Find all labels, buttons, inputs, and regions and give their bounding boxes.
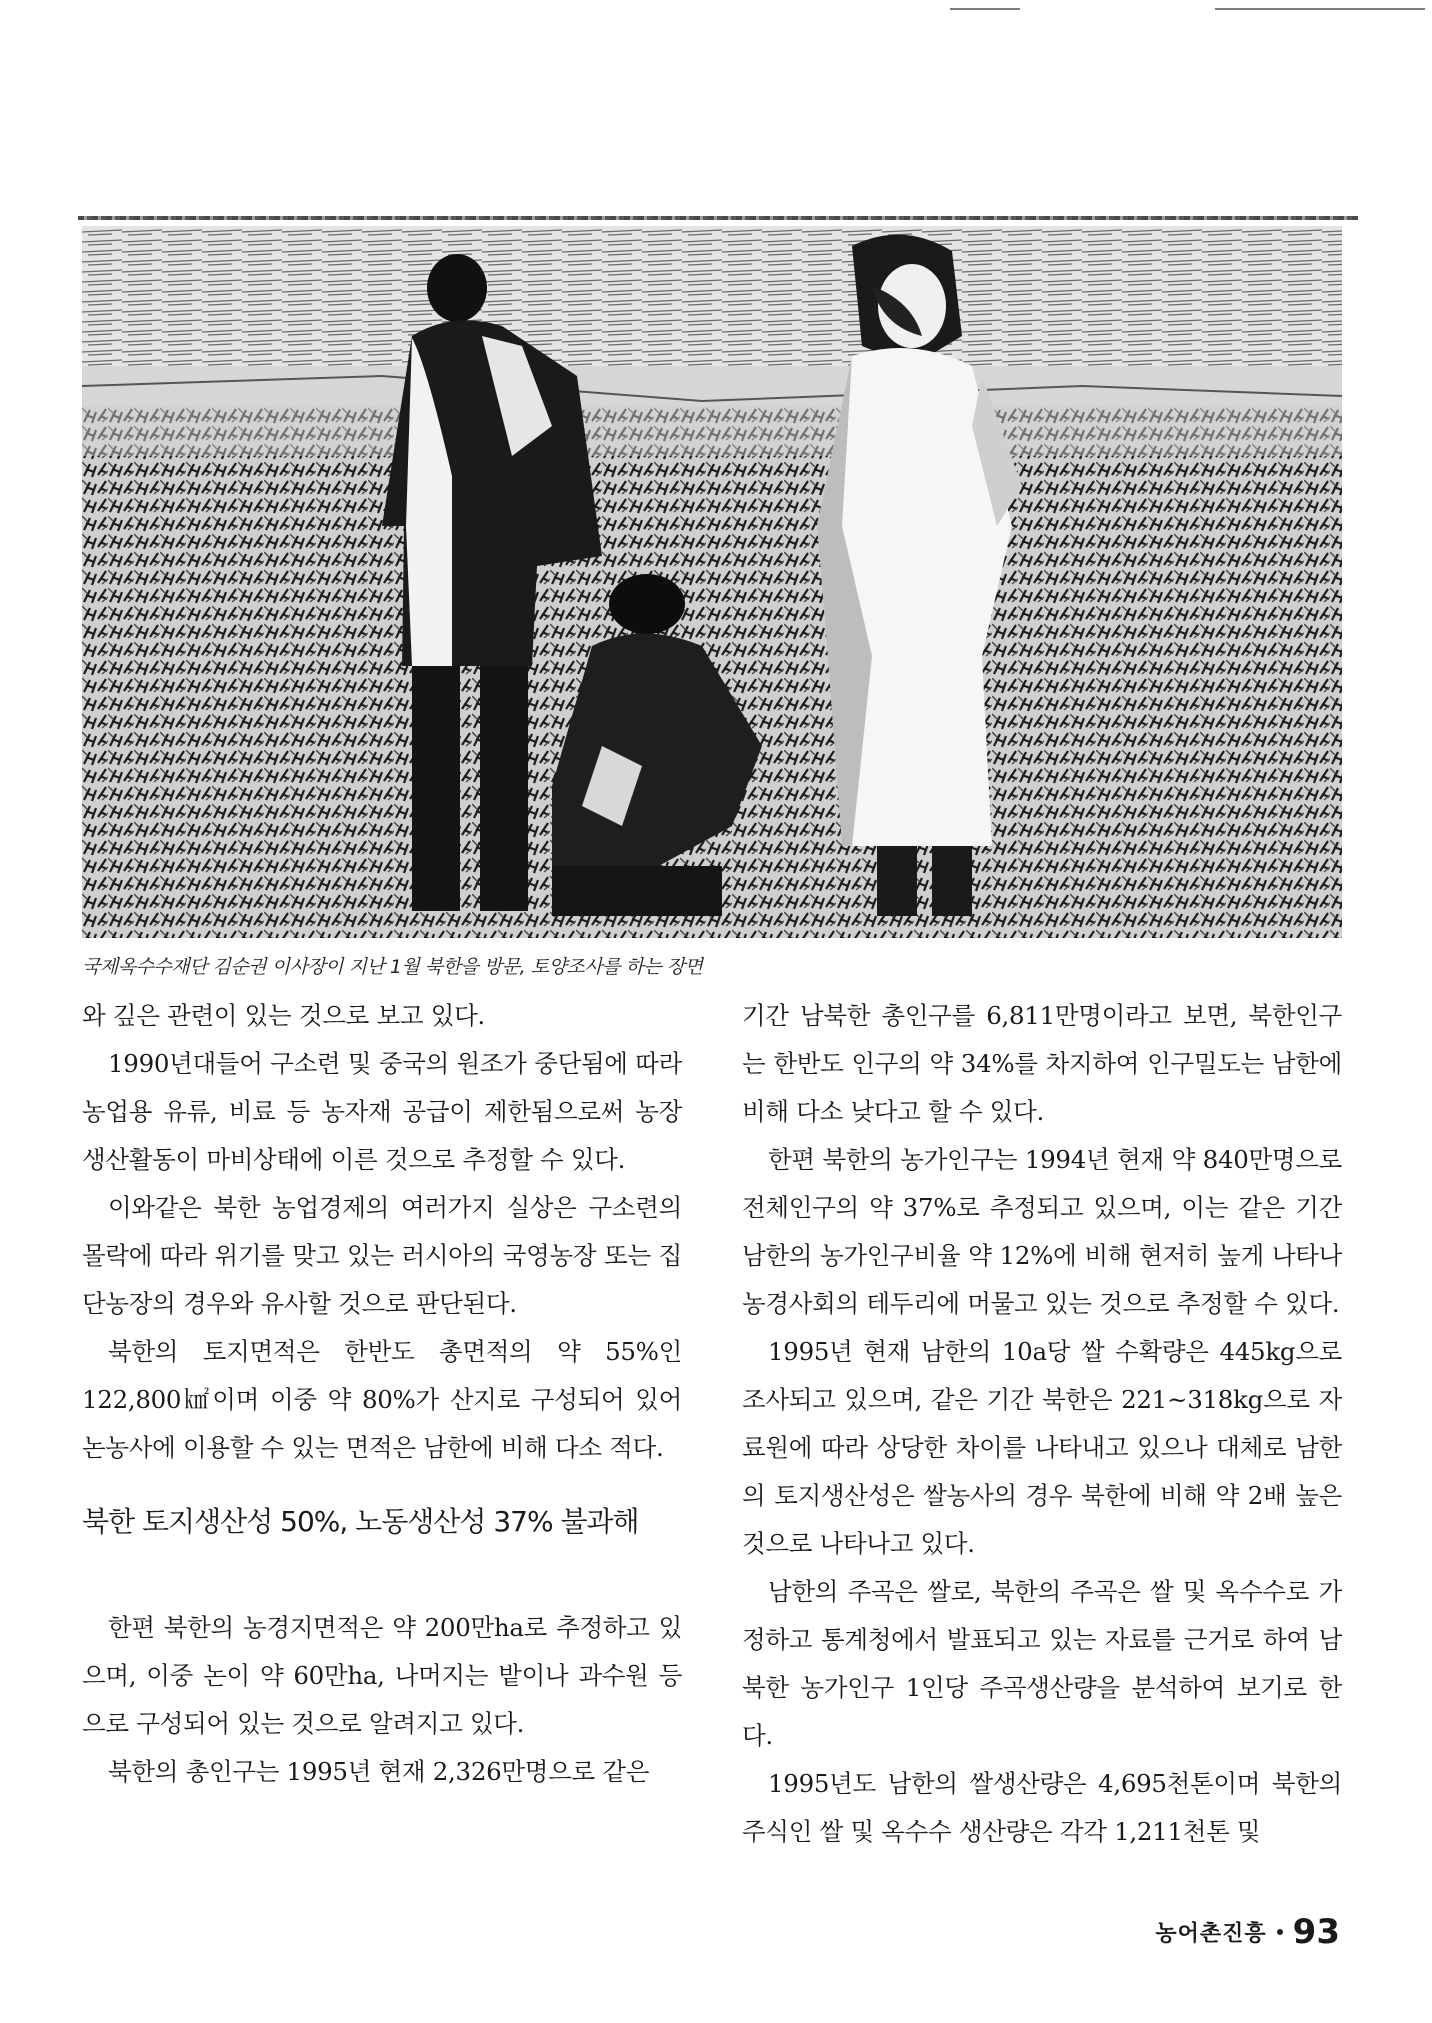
top-rule-fragment [1215,8,1425,10]
paragraph: 1995년 현재 남한의 10a당 쌀 수확량은 445kg으로 조사되고 있으며, 같은 기간 북한은 221~318kg으로 자료원에 따라 상당한 차이를 나타내고 있으나 대체로 남한의 토지생산성은 쌀농사의 경우 북한에 비해 약 2배 높은 것으로 나타나고 있다. [742,1337,1342,1558]
photo-top-rule [78,216,1358,220]
paragraph: 북한의 총인구는 1995년 현재 2,326만명으로 같은 [108,1757,650,1786]
section-subheading: 북한 토지생산성 50%, 노동생산성 37% 불과해 [82,1505,639,1538]
left-column [82,992,682,1796]
paragraph: 이와같은 북한 농업경제의 여러가지 실상은 구소련의 몰락에 따라 위기를 맞고 있는 러시아의 국영농장 또는 집단농장의 경우와 유사할 것으로 판단된다. [82,1193,682,1318]
paragraph: 북한의 토지면적은 한반도 총면적의 약 55%인 122,800㎢이며 이중 약 80%가 산지로 구성되어 있어 논농사에 이용할 수 있는 면적은 남한에 비해 다소 적다. [82,1337,682,1462]
paragraph: 와 깊은 관련이 있는 것으로 보고 있다. [82,1001,485,1030]
separator-dot-icon [1277,1929,1283,1935]
paragraph: 1990년대들어 구소련 및 중국의 원조가 중단됨에 따라 농업용 유류, 비료 등 농자재 공급이 제한됨으로써 농장 생산활동이 마비상태에 이른 것으로 추정할 수 있다. [82,1049,682,1174]
paragraph: 남한의 주곡은 쌀로, 북한의 주곡은 쌀 및 옥수수로 가정하고 통계청에서 발표되고 있는 자료를 근거로 하여 남북한 농가인구 1인당 주곡생산량을 분석하여 보기로 한다. [742,1577,1342,1750]
top-rule-fragment [950,8,1020,10]
photo-caption: 국제옥수수재단 김순권 이사장이 지난 1월 북한을 방문, 토양조사를 하는 장면 [82,956,703,978]
photo-illustration [82,226,1342,938]
paragraph: 한편 북한의 농경지면적은 약 200만ha로 추정하고 있으며, 이중 논이 약 60만ha, 나머지는 밭이나 과수원 등으로 구성되어 있는 것으로 알려지고 있다. [82,1613,682,1738]
page-number: 93 [1292,1912,1340,1952]
page-footer [1155,1912,1340,1952]
paragraph: 기간 남북한 총인구를 6,811만명이라고 보면, 북한인구는 한반도 인구의 약 34%를 차지하여 인구밀도는 남한에 비해 다소 낮다고 할 수 있다. [742,1001,1342,1126]
magazine-title: 농어촌진흥 [1155,1921,1267,1947]
paragraph: 1995년도 남한의 쌀생산량은 4,695천톤이며 북한의 주식인 쌀 및 옥수수 생산량은 각각 1,211천톤 및 [742,1769,1342,1846]
right-column [742,992,1342,1856]
paragraph: 한편 북한의 농가인구는 1994년 현재 약 840만명으로 전체인구의 약 37%로 추정되고 있으며, 이는 같은 기간 남한의 농가인구비율 약 12%에 비해 현저히 높게 나타나 농경사회의 테두리에 머물고 있는 것으로 추정할 수 있다. [742,1145,1342,1318]
photo-soil-survey [82,226,1342,938]
